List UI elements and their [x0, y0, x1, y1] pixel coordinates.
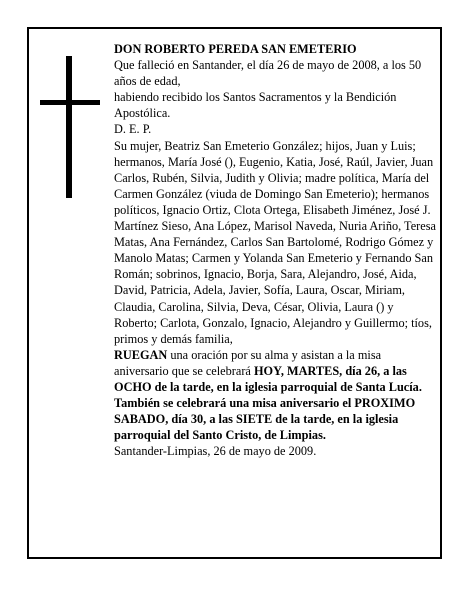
family-list: Su mujer, Beatriz San Emeterio González; hijos, Juan y Luis; hermanos, María José (), Eugenio, Katia, José, Raúl, Javier, Juan Carlos, Rubén, Silvia, Judith y Olivia; madre política, María del Carmen González (viuda de Domingo San Emeterio); hermanos políticos, Ignacio Ortiz, Clota Ortega, Elisabeth Jiménez, José J. Martínez Sieso, Ana López, Marisol Naveda, Nuria Ariño, Teresa Matas, Ana Fernández, Carlos San Bartolomé, Rodrigo Gómez y Manolo Matas; Carmen y Yolanda San Emeterio y Fernando San Román; sobrinos, Ignacio, Borja, Sara, Alejandro, José, Aida, David, Patricia, Adela, Javier, Sofía, Laura, Oscar, Miriam, Claudia, Carolina, Silvia, Deva, César, Olivia, Laura () y Roberto; Carlota, Gonzalo, Ignacio, Alejandro y Guillermo; tíos, primos y demás familia,: [114, 138, 436, 346]
place-date-footer: Santander-Limpias, 26 de mayo de 2009.: [114, 444, 317, 459]
second-mass-place: en la iglesia parroquial del Santo Cristo, de Limpias.: [114, 412, 399, 443]
request-verb: RUEGAN: [114, 347, 168, 362]
cross-horizontal-bar: [40, 100, 100, 105]
mass-announcement: [114, 347, 436, 444]
mass-joiner: También se celebrará una misa aniversario el: [114, 396, 355, 411]
second-mass-time: PROXIMO SABADO, día 30, a las SIETE de la tarde,: [114, 396, 416, 427]
notice-text: [114, 41, 436, 459]
dep-line: D. E. P.: [114, 122, 152, 137]
sacraments-statement: habiendo recibido los Santos Sacramentos y la Bendición Apostólica.: [114, 90, 397, 121]
cross-icon: [40, 56, 100, 198]
first-mass-time: HOY, MARTES, día 26, a las OCHO de la tarde, en la iglesia parroquial de Santa Lucía.: [114, 363, 422, 394]
request-text: una oración por su alma y asistan a la misa aniversario que se celebrará: [114, 347, 382, 378]
deceased-name: DON ROBERTO PEREDA SAN EMETERIO: [114, 42, 357, 56]
obituary-notice: [27, 27, 442, 559]
cross-vertical-bar: [66, 56, 72, 198]
death-statement: Que falleció en Santander, el día 26 de mayo de 2008, a los 50 años de edad,: [114, 58, 422, 89]
